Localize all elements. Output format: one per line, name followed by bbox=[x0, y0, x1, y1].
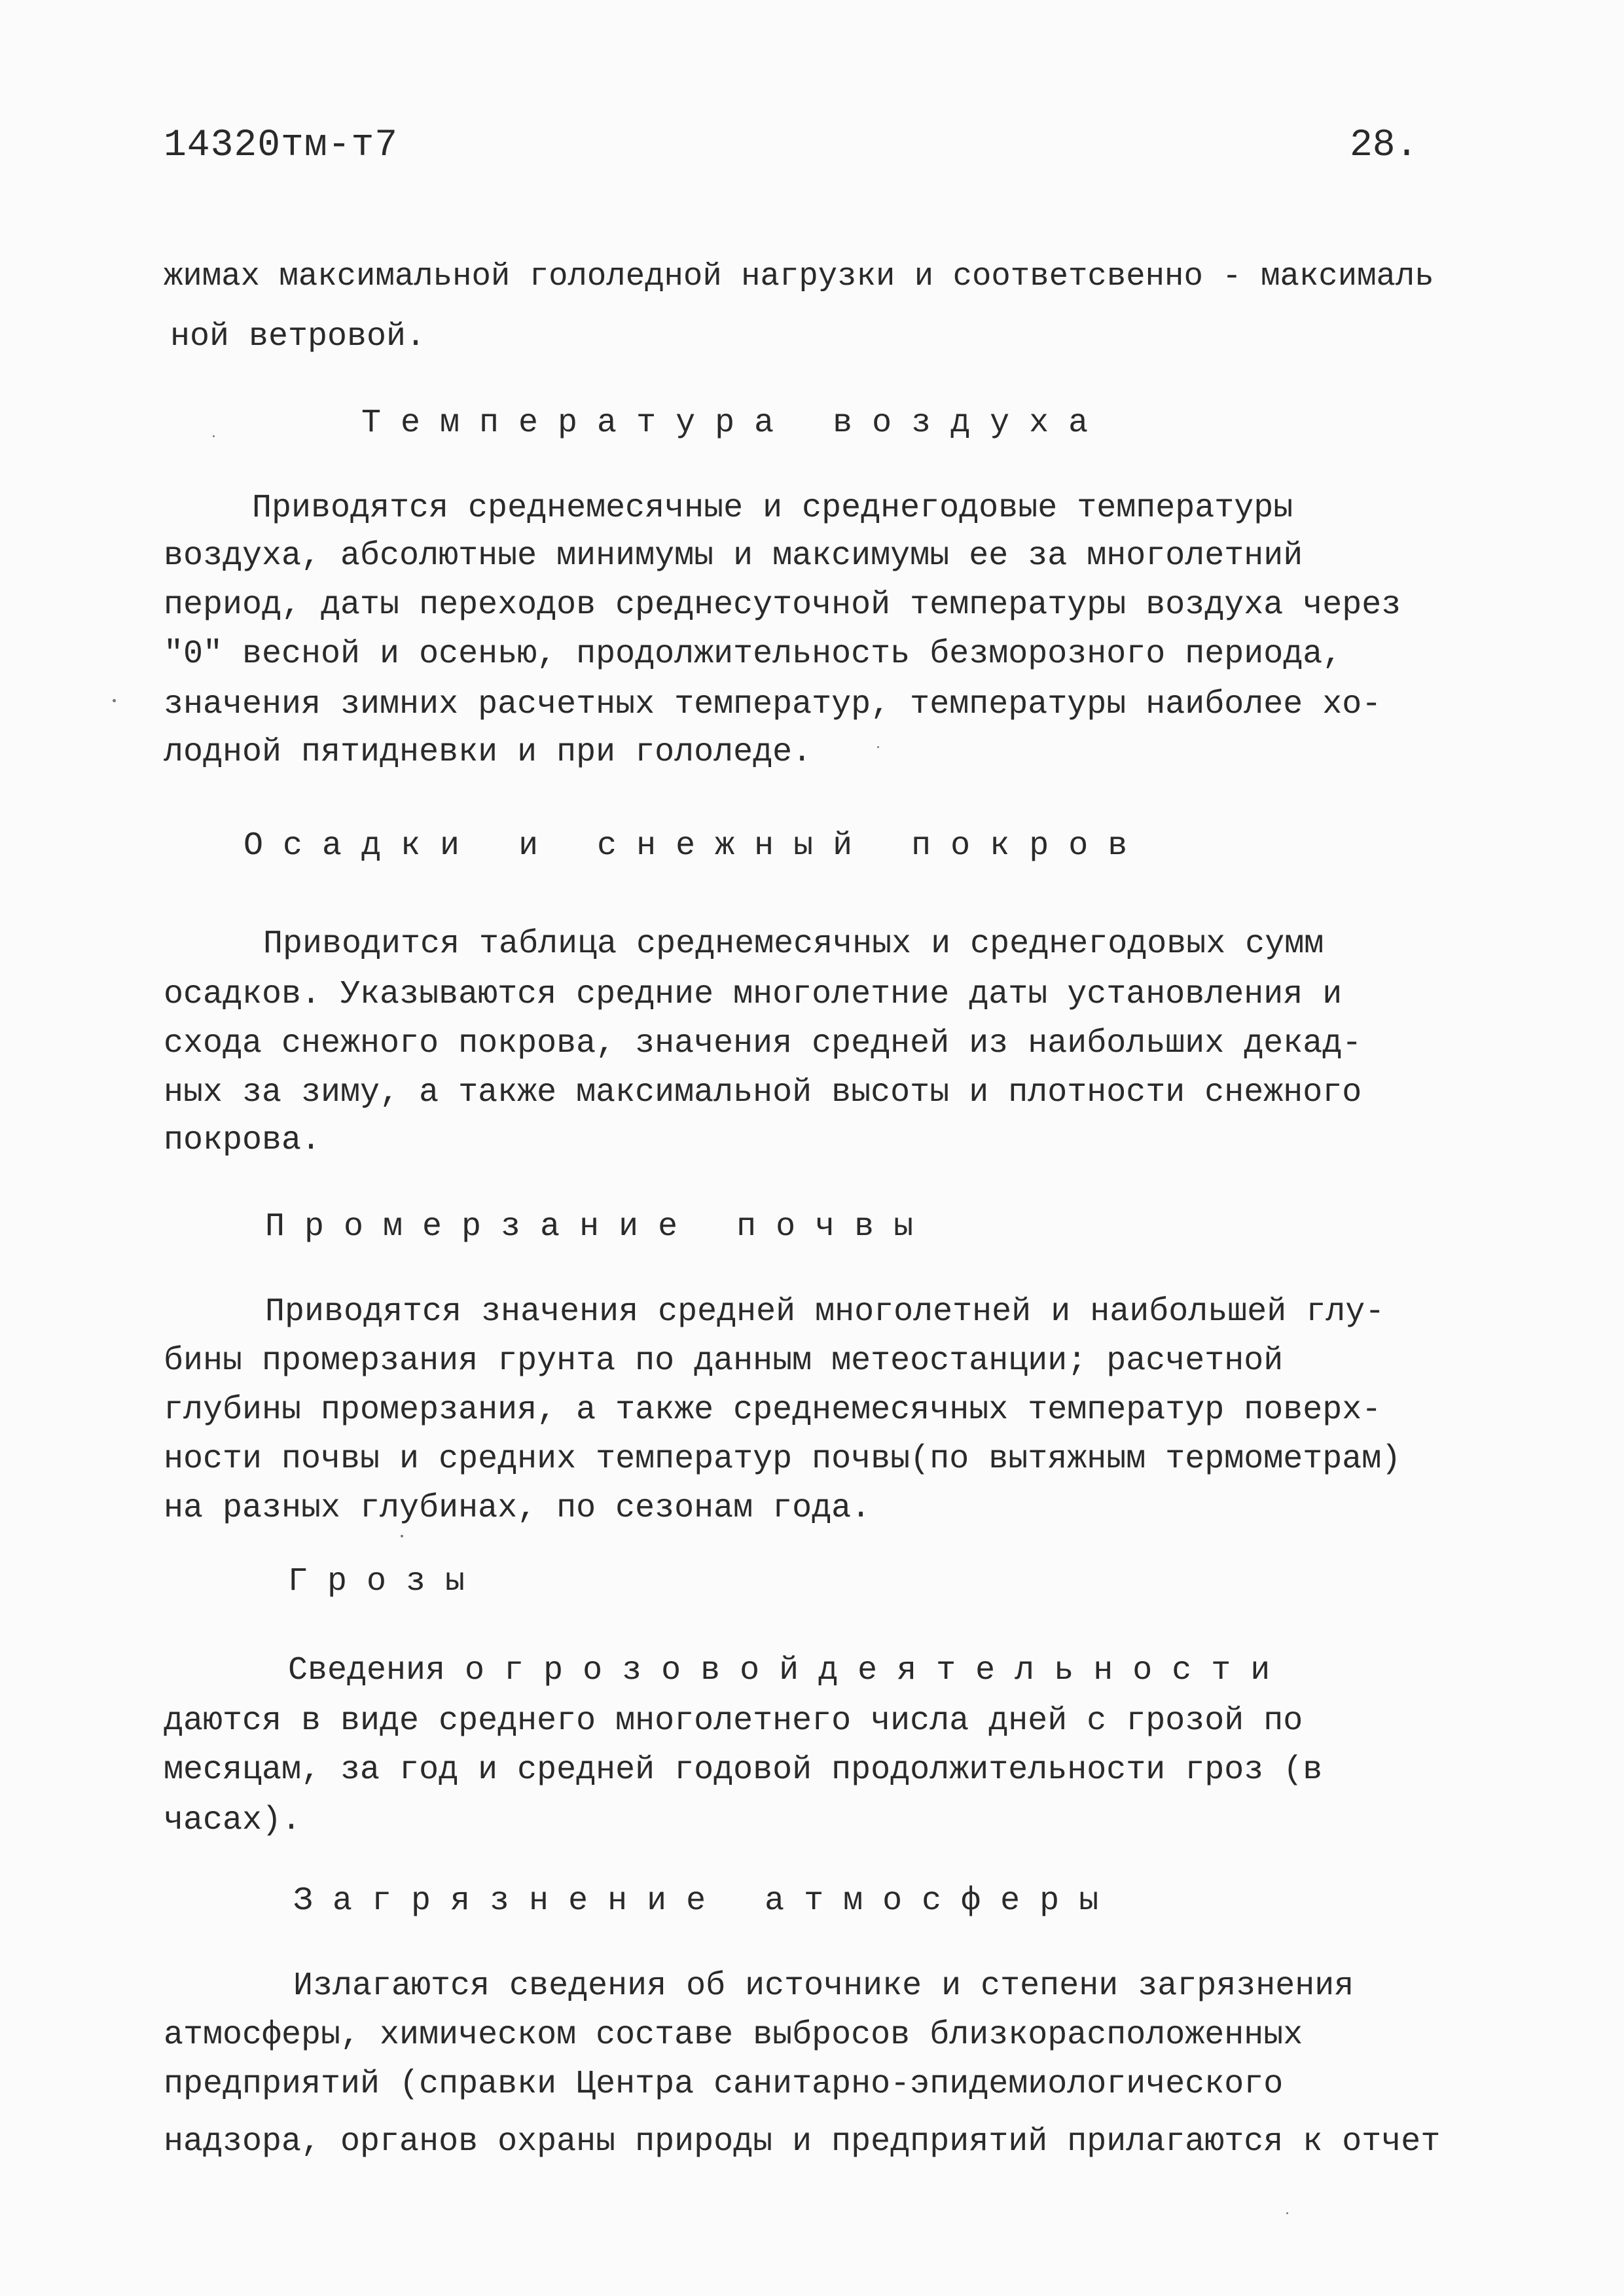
section-heading-precipitation: О с а д к и и с н е ж н ы й п о к р о в bbox=[244, 827, 1128, 865]
section-heading-air-pollution: З а г р я з н е н и е а т м о с ф е р ы bbox=[293, 1882, 1099, 1920]
paragraph-line: часах). bbox=[164, 1802, 302, 1839]
paragraph-line: Приводятся значения средней многолетней и наибольшей глу- bbox=[265, 1293, 1385, 1331]
scan-speck bbox=[213, 435, 215, 437]
paragraph-line: предприятий (справки Центра санитарно-эпидемиологического bbox=[164, 2066, 1284, 2103]
paragraph-line: атмосферы, химическом составе выбросов близкорасположенных bbox=[164, 2017, 1303, 2054]
paragraph-line: ности почвы и средних температур почвы(по вытяжным термометрам) bbox=[164, 1441, 1401, 1478]
paragraph-line: Приводится таблица среднемесячных и среднегодовых сумм bbox=[263, 925, 1324, 963]
section-heading-thunderstorms: Г р о з ы bbox=[288, 1563, 465, 1600]
paragraph-line: ных за зиму, а также максимальной высоты и плотности снежного bbox=[164, 1074, 1362, 1111]
intro-line-2: ной ветровой. bbox=[170, 318, 426, 355]
scan-speck bbox=[401, 1535, 403, 1537]
paragraph-line: Сведения о г р о з о в о й д е я т е л ь н о с т и bbox=[288, 1652, 1271, 1689]
paragraph-line: схода снежного покрова, значения средней из наибольших декад- bbox=[164, 1025, 1362, 1062]
paragraph-line: бины промерзания грунта по данным метеостанции; расчетной bbox=[164, 1342, 1284, 1380]
document-id: 14320тм-т7 bbox=[164, 124, 399, 167]
paragraph-line: глубины промерзания, а также среднемесячных температур поверх- bbox=[164, 1391, 1382, 1429]
section-heading-air-temperature: Т е м п е р а т у р а в о з д у х а bbox=[361, 404, 1089, 442]
paragraph-line: лодной пятидневки и при гололеде. bbox=[164, 734, 812, 771]
scan-speck bbox=[113, 699, 116, 702]
paragraph-line: период, даты переходов среднесуточной температуры воздуха через bbox=[164, 586, 1401, 624]
paragraph-line: осадков. Указываются средние многолетние даты установления и bbox=[164, 976, 1343, 1013]
paragraph-line: надзора, органов охраны природы и предприятий прилагаются к отчет bbox=[164, 2123, 1441, 2161]
paragraph-line: "0" весной и осенью, продолжительность безморозного периода, bbox=[164, 636, 1343, 673]
page-number: 28. bbox=[1350, 124, 1418, 167]
intro-line-1: жимах максимальной гололедной нагрузки и соответсвенно - максималь bbox=[164, 258, 1434, 295]
scan-speck bbox=[877, 746, 879, 748]
paragraph-line: Излагаются сведения об источнике и степени загрязнения bbox=[293, 1967, 1354, 2005]
paragraph-line: покрова. bbox=[164, 1122, 321, 1159]
paragraph-line: Приводятся среднемесячные и среднегодовые температуры bbox=[252, 490, 1293, 527]
section-heading-soil-freezing: П р о м е р з а н и е п о ч в ы bbox=[265, 1208, 914, 1246]
paragraph-line: месяцам, за год и средней годовой продолжительности гроз (в bbox=[164, 1751, 1323, 1789]
paragraph-line: на разных глубинах, по сезонам года. bbox=[164, 1490, 871, 1527]
paragraph-line: значения зимних расчетных температур, температуры наиболее хо- bbox=[164, 686, 1382, 723]
paragraph-line: даются в виде среднего многолетнего числа дней с грозой по bbox=[164, 1702, 1303, 1740]
paragraph-line: воздуха, абсолютные минимумы и максимумы ее за многолетний bbox=[164, 537, 1303, 575]
scan-speck bbox=[1286, 2212, 1288, 2214]
